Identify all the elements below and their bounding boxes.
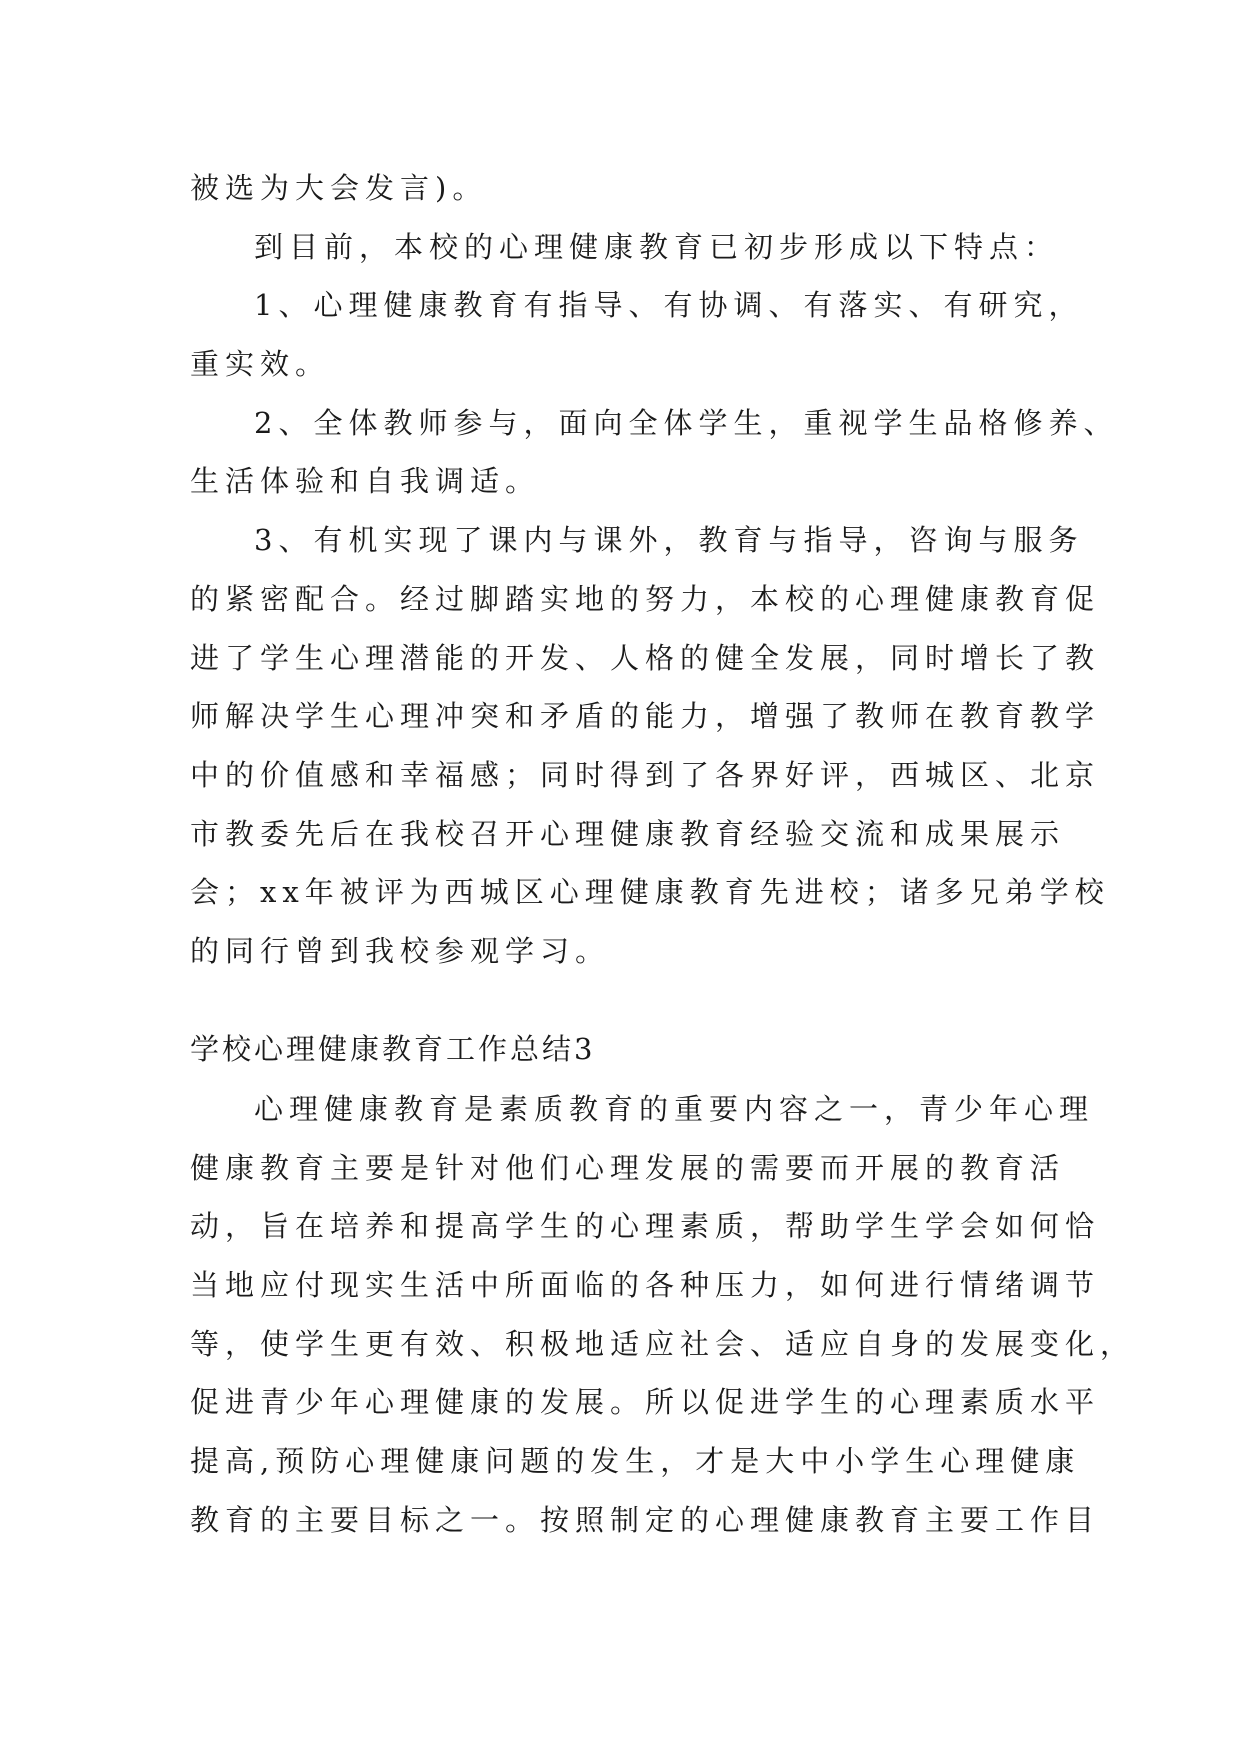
paragraph-line: 心理健康教育是素质教育的重要内容之一，青少年心理: [254, 1092, 1095, 1126]
section-1-body: [190, 159, 1119, 981]
paragraph-line: 等，使学生更有效、积极地适应社会、适应自身的发展变化，: [190, 1326, 1136, 1361]
section-2-body: [190, 1080, 1136, 1550]
list-item-3-line: 进了学生心理潜能的开发、人格的健全发展，同时增长了教: [190, 640, 1101, 675]
list-item-3-line: 中的价值感和幸福感；同时得到了各界好评，西城区、北京: [190, 757, 1101, 792]
paragraph-line: 动，旨在培养和提高学生的心理素质，帮助学生学会如何恰: [190, 1209, 1101, 1244]
list-item-3-line: 会；xx年被评为西城区心理健康教育先进校；诸多兄弟学校: [190, 875, 1110, 910]
list-item-1-line: 1、心理健康教育有指导、有协调、有落实、有研究，: [254, 288, 1084, 323]
paragraph-line: 提高,预防心理健康问题的发生，才是大中小学生心理健康: [190, 1444, 1081, 1479]
paragraph-line: 被选为大会发言)。: [190, 171, 488, 205]
list-item-1-line: 重实效。: [190, 347, 331, 382]
paragraph-line: 促进青少年心理健康的发展。所以促进学生的心理素质水平: [190, 1385, 1101, 1420]
list-item-3-line: 师解决学生心理冲突和矛盾的能力，增强了教师在教育教学: [190, 699, 1101, 734]
paragraph-line: 健康教育主要是针对他们心理发展的需要而开展的教育活: [190, 1150, 1066, 1185]
list-item-3-line: 市教委先后在我校召开心理健康教育经验交流和成果展示: [190, 816, 1066, 851]
list-item-2-line: 生活体验和自我调适。: [190, 464, 541, 499]
list-item-2-line: 2、全体教师参与，面向全体学生，重视学生品格修养、: [254, 405, 1119, 440]
section-heading: 学校心理健康教育工作总结3: [190, 1032, 596, 1066]
paragraph-line: 当地应付现实生活中所面临的各种压力，如何进行情绪调节: [190, 1268, 1101, 1303]
paragraph-line: 到目前，本校的心理健康教育已初步形成以下特点：: [254, 229, 1060, 264]
paragraph-line: 教育的主要目标之一。按照制定的心理健康教育主要工作目: [190, 1502, 1101, 1537]
list-item-3-line: 的紧密配合。经过脚踏实地的努力，本校的心理健康教育促: [190, 581, 1101, 616]
list-item-3-line: 3、有机实现了课内与课外，教育与指导，咨询与服务: [254, 523, 1084, 558]
list-item-3-line: 的同行曾到我校参观学习。: [190, 933, 611, 968]
